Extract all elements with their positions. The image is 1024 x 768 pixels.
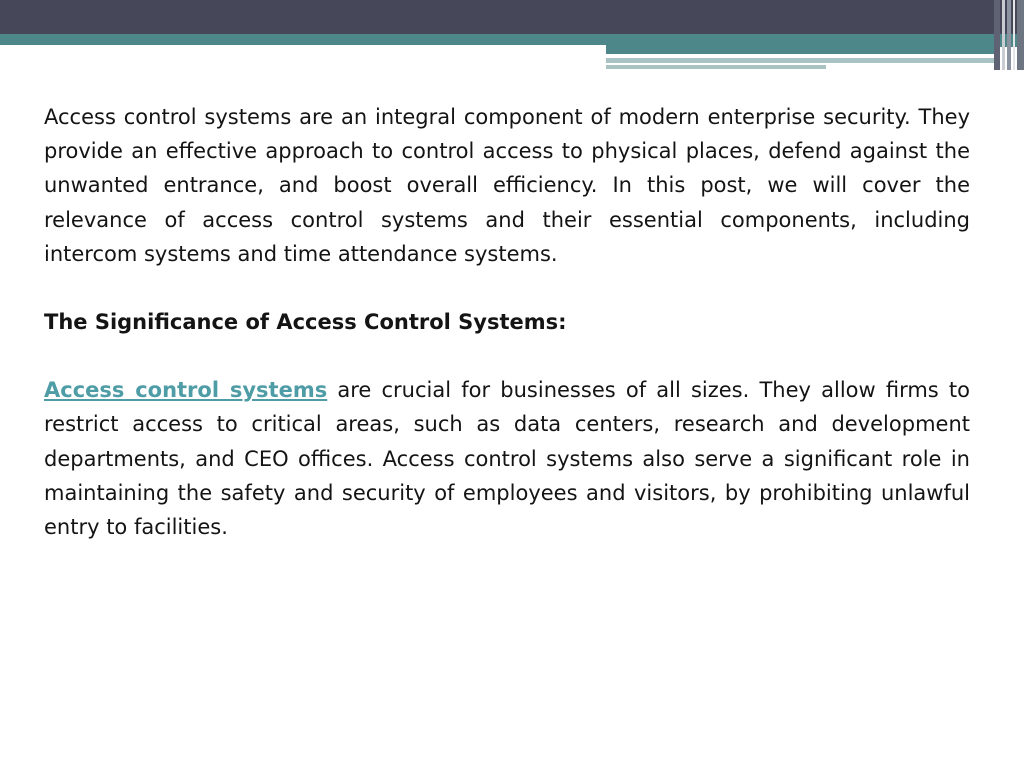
corner-stripe	[1007, 0, 1011, 70]
body-paragraph-text: are crucial for businesses of all sizes. They allow firms to restrict access to critical areas, such as data centers, research and development departments, and CEO offices. Access control systems also serve a significant role in maintaining the safety and security of employees and visitors, by prohibiting unlawful entry to facilities.	[44, 378, 970, 540]
header-silver-bar	[606, 58, 1000, 63]
access-control-systems-link[interactable]: Access control systems	[44, 378, 328, 403]
body-paragraph	[44, 373, 970, 544]
corner-stripe	[1002, 0, 1005, 70]
header-teal-accent	[606, 47, 1000, 54]
paragraph-spacer	[44, 271, 970, 305]
corner-stripe	[994, 0, 1000, 70]
paragraph-spacer	[44, 339, 970, 373]
header-silver-thin-bar	[606, 65, 826, 69]
intro-paragraph: Access control systems are an integral component of modern enterprise security. They provide an effective approach to control access to physical places, defend against the unwanted entrance, and boost overall efficiency. In this post, we will cover the relevance of access control systems and their essential components, including intercom systems and time attendance systems.	[44, 105, 970, 266]
corner-stripe	[1013, 0, 1015, 70]
corner-stripe	[1017, 0, 1024, 70]
section-heading: The Significance of Access Control Systems:	[44, 310, 567, 335]
slide-body	[44, 100, 970, 544]
header-white-line	[800, 56, 948, 58]
header-white-gap	[0, 45, 606, 50]
header-dark-bar	[0, 0, 1024, 34]
